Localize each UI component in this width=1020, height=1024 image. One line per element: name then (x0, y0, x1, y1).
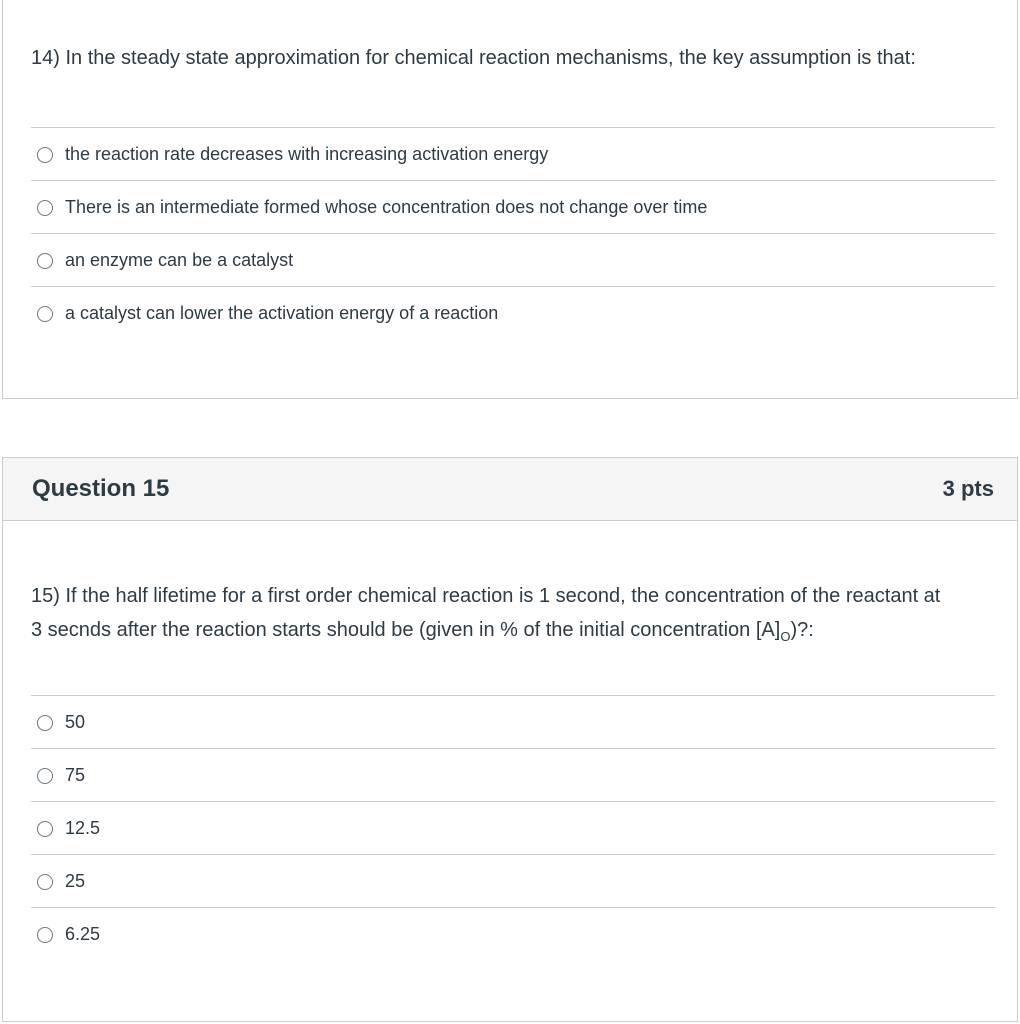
answer-label: There is an intermediate formed whose concentration does not change over time (65, 196, 708, 217)
radio-button[interactable] (37, 821, 53, 837)
question-15-answers (31, 695, 995, 960)
answer-option[interactable] (31, 801, 995, 854)
answer-option[interactable] (31, 854, 995, 907)
answer-label: a catalyst can lower the activation energy of a reaction (65, 302, 499, 323)
question-15-text (31, 521, 987, 647)
answer-option[interactable] (31, 233, 995, 286)
answer-option[interactable] (31, 748, 995, 801)
radio-button[interactable] (37, 927, 53, 943)
radio-button[interactable] (37, 306, 53, 322)
answer-option[interactable] (31, 695, 995, 748)
question-15-text-end: )?: (790, 619, 814, 641)
radio-button[interactable] (37, 715, 53, 731)
question-header (3, 458, 1017, 521)
answer-label: 50 (65, 711, 86, 732)
radio-button[interactable] (37, 147, 53, 163)
question-14-text: 14) In the steady state approximation for chemical reaction mechanisms, the key assumption is that: (31, 47, 916, 69)
answer-label: the reaction rate decreases with increasing activation energy (65, 143, 549, 164)
answer-label: 25 (65, 870, 86, 891)
subscript-zero: O (780, 629, 791, 644)
answer-label: 12.5 (65, 817, 101, 838)
question-title: Question 15 (32, 475, 170, 502)
points-label: 3 pts (942, 476, 994, 501)
question-14-card (2, 0, 1018, 399)
answer-label: 6.25 (65, 923, 101, 944)
question-15-card (2, 457, 1018, 1022)
question-14-answers (31, 127, 995, 339)
answer-option[interactable] (31, 286, 995, 339)
radio-button[interactable] (37, 874, 53, 890)
radio-button[interactable] (37, 768, 53, 784)
answer-option[interactable] (31, 127, 995, 180)
answer-label: 75 (65, 764, 86, 785)
radio-button[interactable] (37, 200, 53, 216)
answer-option[interactable] (31, 907, 995, 960)
answer-option[interactable] (31, 180, 995, 233)
answer-label: an enzyme can be a catalyst (65, 249, 294, 270)
radio-button[interactable] (37, 253, 53, 269)
question-15-text-main: 15) If the half lifetime for a first order chemical reaction is 1 second, the concentration of the reactant at 3 secnds after the reaction starts should be (given in % of the initial concentration [A] (31, 585, 941, 641)
